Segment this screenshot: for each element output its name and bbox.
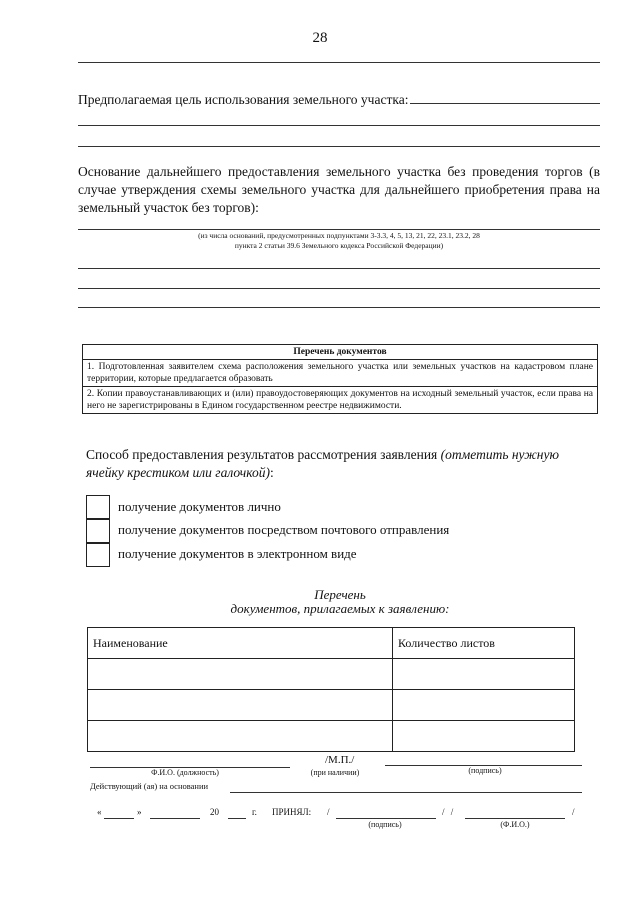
year-suffix: г. (252, 807, 257, 817)
delivery-label-text: Способ предоставления результатов рассмотрения заявления (86, 447, 438, 462)
accepted-label: ПРИНЯЛ: (272, 807, 312, 817)
slash-close: / (572, 807, 575, 817)
delivery-colon: : (270, 465, 274, 480)
slash-middle: / / (442, 807, 454, 817)
basis-note-1: (из числа оснований, предусмотренных подпунктами 3-3.3, 4, 5, 13, 21, 22, 23.1, 23.2, 28 (198, 231, 480, 240)
basis-field-line-4[interactable] (78, 307, 600, 308)
checkbox-electronic[interactable] (86, 543, 110, 567)
attachments-table (87, 627, 575, 752)
accepted-fio-caption: (Ф.И.О.) (500, 820, 530, 829)
documents-row-2: 2. Копии правоустанавливающих и (или) правоудостоверяющих документов на исходный земельный участок, если права на него не зарегистрированы в Едином государственном реестре недвижимости. (83, 387, 598, 414)
attachments-col-count: Количество листов (393, 628, 575, 659)
accepted-signature-caption: (подпись) (368, 820, 402, 829)
year-field[interactable] (228, 818, 246, 819)
basis-text: Основание дальнейшего предоставления земельного участка без проведения торгов (в случае утверждения схемы земельного участка для дальнейшего приобретения права на земельный участок без торгов): (78, 164, 600, 215)
attachment-count-cell[interactable] (393, 659, 575, 690)
attachment-count-cell[interactable] (393, 721, 575, 752)
quote-close: » (137, 807, 142, 817)
if-present-caption: (при наличии) (310, 768, 360, 777)
top-line (78, 62, 600, 63)
attachment-count-cell[interactable] (393, 690, 575, 721)
basis-field-line-3[interactable] (78, 288, 600, 289)
purpose-field[interactable] (410, 103, 600, 104)
attachment-cell[interactable] (88, 659, 393, 690)
fio-position-caption: Ф.И.О. (должность) (151, 768, 219, 777)
attachment-cell[interactable] (88, 721, 393, 752)
month-field[interactable] (150, 818, 200, 819)
checkbox-mail[interactable] (86, 519, 110, 543)
quote-open: « (97, 807, 102, 817)
option-mail: получение документов посредством почтового отправления (118, 522, 450, 537)
basis-note-2: пункта 2 статьи 39.6 Земельного кодекса Российской Федерации) (234, 241, 444, 250)
delivery-method-label (86, 446, 596, 482)
acting-basis-label: Действующий (ая) на основании (90, 781, 209, 791)
mp-label: /М.П./ (325, 754, 355, 766)
purpose-field-line-2[interactable] (78, 125, 600, 126)
attachments-col-name: Наименование (88, 628, 393, 659)
basis-field[interactable] (78, 229, 600, 230)
delivery-hint: (отметить нужную ячейку крестиком или галочкой) (86, 447, 559, 480)
accepted-fio-field[interactable] (465, 818, 565, 819)
acting-basis-field[interactable] (230, 792, 582, 793)
page-number: 28 (312, 30, 328, 46)
accepted-signature-field[interactable] (336, 818, 436, 819)
slash-open: / (327, 807, 330, 817)
day-field[interactable] (104, 818, 134, 819)
attachment-cell[interactable] (88, 690, 393, 721)
option-personal: получение документов лично (118, 499, 281, 514)
checkbox-personal[interactable] (86, 495, 110, 519)
documents-table-header: Перечень документов (83, 345, 598, 360)
attachments-title-1: Перечень (314, 587, 366, 602)
year-prefix: 20 (210, 807, 219, 817)
basis-field-line-2[interactable] (78, 268, 600, 269)
documents-row-1: 1. Подготовленная заявителем схема расположения земельного участка или земельных участков на кадастровом плане территории, которые предлагается образовать (83, 360, 598, 387)
documents-table (82, 344, 598, 414)
purpose-label: Предполагаемая цель использования земельного участка: (78, 92, 409, 107)
purpose-field-line-3[interactable] (78, 146, 600, 147)
option-electronic: получение документов в электронном виде (118, 546, 357, 561)
attachments-title-2: документов, прилагаемых к заявлению: (230, 601, 450, 616)
signature-caption: (подпись) (468, 766, 502, 775)
